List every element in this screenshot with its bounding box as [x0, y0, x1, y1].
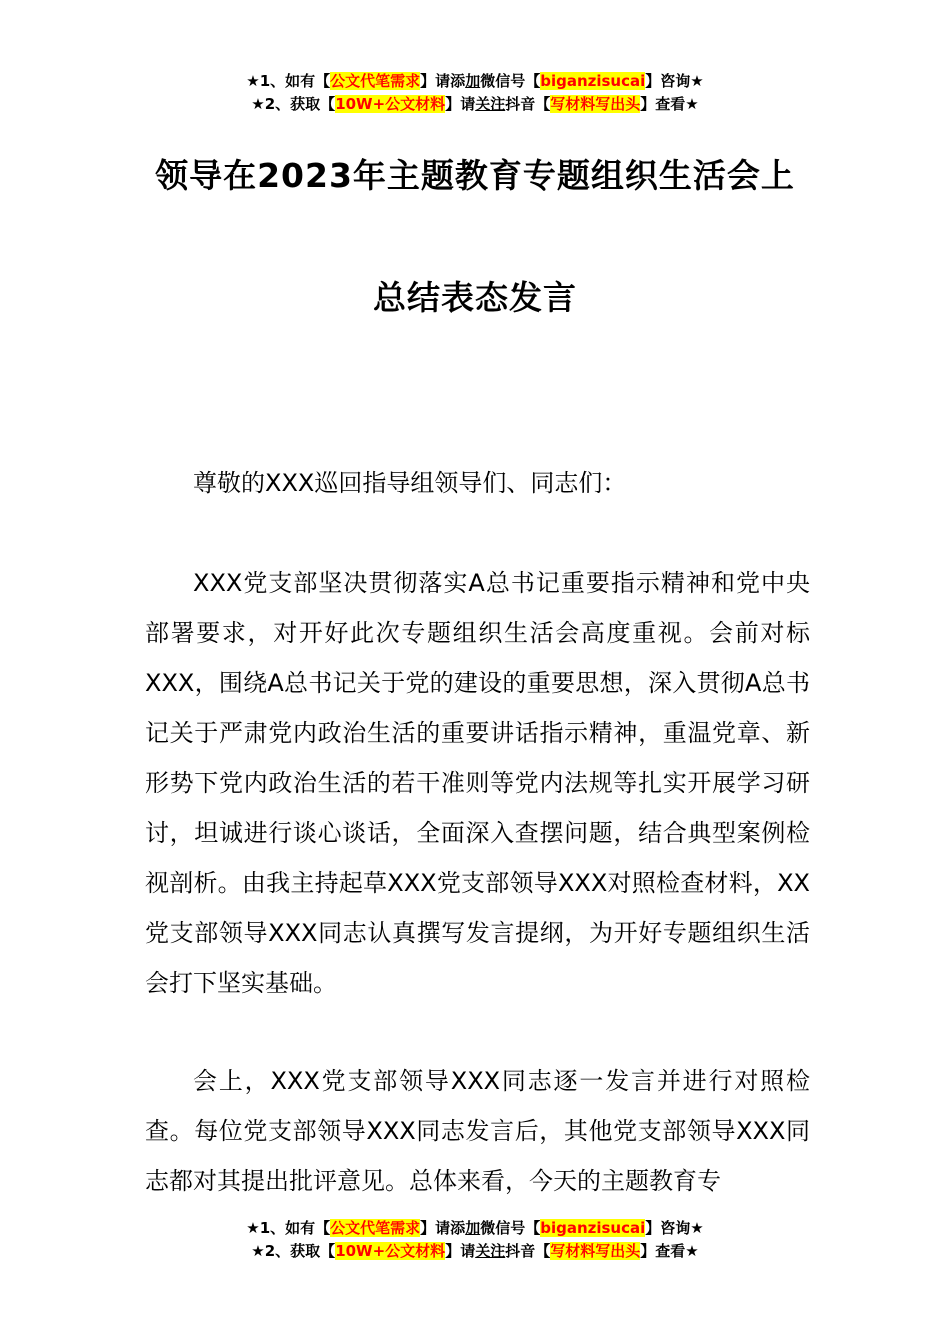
banner-line-1 — [0, 70, 950, 93]
banner-text: 】咨询★ — [645, 72, 704, 90]
body-paragraph-2 — [145, 1056, 810, 1206]
document-title-line-2: 总结表态发言 — [373, 278, 577, 317]
greeting-text: 尊敬的XXX巡回指导组领导们、同志们： — [193, 469, 627, 497]
banner-text: 】请 — [445, 1242, 476, 1260]
banner-text: 】请 — [445, 95, 476, 113]
banner-highlight: 10W+公文材料 — [335, 1242, 446, 1260]
banner-text: ★1、如有【 — [246, 1219, 331, 1237]
banner-text: 微信号【 — [480, 72, 541, 90]
banner-text: 微信号【 — [480, 1219, 541, 1237]
banner-line-1 — [0, 1217, 950, 1240]
banner-text: 抖音【 — [505, 95, 551, 113]
banner-text: ★2、获取【 — [251, 95, 336, 113]
greeting — [145, 458, 810, 508]
footer-banner — [0, 1217, 950, 1263]
banner-underlined-text: 加 — [465, 72, 481, 90]
paragraph-text: XXX党支部坚决贯彻落实A总书记重要指示精神和党中央部署要求，对开好此次专题组织生活会高度重视。会前对标XXX，围绕A总书记关于党的建设的重要思想，深入贯彻A总书记关于严肃党内政治生活的重要讲话指示精神，重温党章、新形势下党内政治生活的若干准则等党内法规等扎实开展学习研讨，坦诚进行谈心谈话，全面深入查摆问题，结合典型案例检视剖析。由我主持起草XXX党支部领导XXX对照检查材料，XX党支部领导XXX同志认真撰写发言提纲，为开好专题组织生活会打下坚实基础。 — [145, 569, 810, 997]
banner-highlight: biganzisucai — [540, 72, 646, 90]
banner-text: 】请添 — [420, 72, 466, 90]
body-paragraph-1 — [145, 558, 810, 1008]
banner-highlight: 公文代笔需求 — [330, 1219, 421, 1237]
banner-text: 】查看★ — [640, 95, 699, 113]
banner-underlined-text: 加 — [465, 1219, 481, 1237]
banner-text: 抖音【 — [505, 1242, 551, 1260]
banner-text: ★2、获取【 — [251, 1242, 336, 1260]
banner-underlined-text: 关注 — [475, 95, 506, 113]
banner-line-2 — [0, 93, 950, 116]
banner-text: ★1、如有【 — [246, 72, 331, 90]
banner-line-2 — [0, 1240, 950, 1263]
banner-highlight: biganzisucai — [540, 1219, 646, 1237]
header-banner — [0, 70, 950, 116]
banner-highlight: 写材料写出头 — [550, 95, 641, 113]
banner-text: 】查看★ — [640, 1242, 699, 1260]
banner-text: 】咨询★ — [645, 1219, 704, 1237]
banner-highlight: 10W+公文材料 — [335, 95, 446, 113]
banner-underlined-text: 关注 — [475, 1242, 506, 1260]
banner-highlight: 公文代笔需求 — [330, 72, 421, 90]
banner-text: 】请添 — [420, 1219, 466, 1237]
banner-highlight: 写材料写出头 — [550, 1242, 641, 1260]
paragraph-text: 会上，XXX党支部领导XXX同志逐一发言并进行对照检查。每位党支部领导XXX同志发言后，其他党支部领导XXX同志都对其提出批评意见。总体来看，今天的主题教育专 — [145, 1067, 810, 1195]
document-title-line-1: 领导在2023年主题教育专题组织生活会上 — [155, 156, 795, 195]
